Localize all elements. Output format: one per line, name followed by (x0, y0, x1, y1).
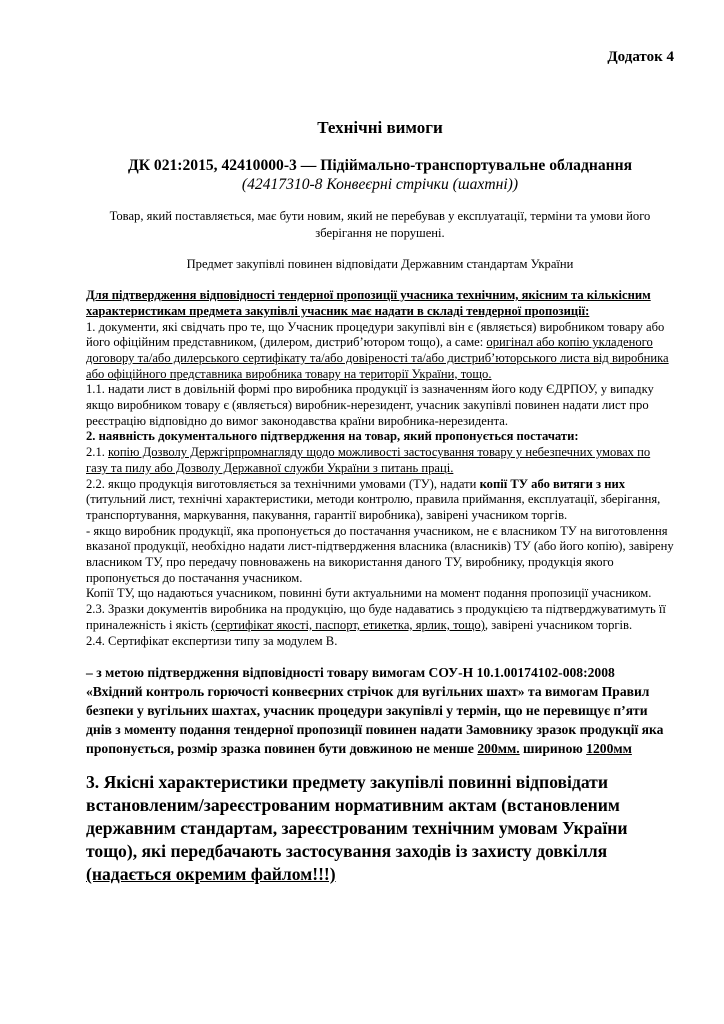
appendix-label: Додаток 4 (607, 49, 674, 65)
requirement-item-2: 2. наявність документального підтвердження на товар, який пропонується постачати: (86, 429, 579, 444)
item-2-2-suffix: (титульний лист, технічні характеристики, методи контролю, правила приймання, експлуатації, зберігання, транспортування, маркування, пакування, гарантії виробника), завірені учасником торгів. (86, 492, 661, 522)
classifier-code: ДК 021:2015, 42410000-3 — Підіймально-транспортувальне обладнання (127, 157, 633, 175)
requirements-heading: Для підтвердження відповідності тендерної пропозиції учасника технічним, якісним та кількісним характеристикам предмета закупівлі учасник має надати в складі тендерної пропозиції: (86, 288, 651, 318)
sample-text: – з метою підтвердження відповідності товару вимогам СОУ-Н 10.1.00174102-008:2008 «Вхідний контроль горючості конвеєрних стрічок для вугільних шахт» та вимогам Правил безпеки у вугільних шахтах, учасник процедури закупівлі у термін, що не перевищує п’яти днів з моменту подання тендерної пропозиції повинен надати Замовнику зразок продукції яка пропонується, розмір зразка повинен бути довжиною не менше (86, 665, 664, 757)
requirement-item-2-3 (86, 602, 674, 633)
document-title: Технічні вимоги (317, 117, 443, 137)
item-2-1-underlined: копію Дозволу Держгірпромнагляду щодо можливості застосування товару у небезпечних умовах по газу та пилу або Дозволу Державної служби України з питань праці. (86, 445, 651, 475)
section-3-underlined: (надається окремим файлом!!!) (86, 864, 336, 885)
sample-width: 1200мм (586, 741, 632, 757)
item-2-2-bold: копії ТУ або витяги з них (479, 476, 626, 491)
requirement-item-1 (86, 320, 674, 383)
standard-paragraph: Предмет закупівлі повинен відповідати Державним стандартам України (186, 257, 574, 272)
sample-width-label: шириною (519, 741, 587, 757)
sample-length: 200мм. (477, 741, 520, 757)
requirement-item-2-2-copies: Копії ТУ, що надаються учасником, повинні бути актуальними на момент подання пропозиції учасником. (86, 586, 652, 601)
section-3-text: 3. Якісні характеристики предмету закупівлі повинні відповідати встановленим/зареєстрованим нормативним актам (встановленим державним стандартам, зареєстрованим технічним умовам України тощо), які передбачають застосування заходів із захисту довкілля (86, 772, 628, 862)
requirements-block (86, 288, 674, 649)
intro-paragraph: Товар, який поставляється, має бути новим, який не перебував у експлуатації, терміни та умови його зберігання не порушені. (109, 209, 651, 241)
item-2-3-underlined: (сертифікат якості, паспорт, етикетка, ярлик, тощо) (211, 617, 485, 632)
sample-requirement (86, 663, 674, 758)
requirement-item-2-4: 2.4. Сертифікат експертизи типу за модулем В. (86, 633, 338, 648)
section-3 (86, 771, 674, 886)
requirement-item-2-2 (86, 477, 674, 524)
item-2-3-prefix: 2.3. Зразки документів виробника на продукцію, що буде надаватись з продукцією та підтверджуватимуть її приналежність і якість (86, 602, 666, 632)
requirement-item-2-1 (86, 445, 674, 476)
item-2-1-prefix: 2.1. (86, 445, 109, 460)
item-2-2-prefix: 2.2. якщо продукція виготовляється за технічними умовами (ТУ), надати (86, 476, 480, 491)
requirement-item-2-2-dash: - якщо виробник продукції, яка пропонується до постачання учасником, не є власником ТУ на виготовлення вказаної продукції, необхідно надати лист-підтвердження власника (власників) ТУ (або його копію), завірену власником ТУ, про передачу повноважень на використання даного ТУ, виробнику, продукція якого пропонується до постачання учасником. (86, 523, 674, 585)
item-1-text: 1. документи, які свідчать про те, що Учасник процедури закупівлі він є (являється) виробником товару або його офіційним представником, (дилером, дистриб’ютором тощо), а саме: (86, 319, 665, 350)
item-2-3-suffix: , завірені учасником торгів. (484, 617, 633, 632)
classifier-subcode: (42417310-8 Конвеєрні стрічки (шахтні)) (241, 176, 519, 194)
requirement-item-1-1: 1.1. надати лист в довільній формі про виробника продукції із зазначенням його коду ЄДРПОУ, у випадку якщо виробником товару є (являється) виробник-нерезидент, учасник закупівлі повинен надати лист про реєстрацію відповідно до вимог законодавства країни виробника-нерезидента. (86, 382, 654, 428)
item-1-underlined: оригінал або копію укладеного договору та/або дилерського сертифікату та/або довіреності та/або дистриб’юторського листа від виробника або офіційного представника виробника товару на території України, тощо. (86, 335, 669, 381)
